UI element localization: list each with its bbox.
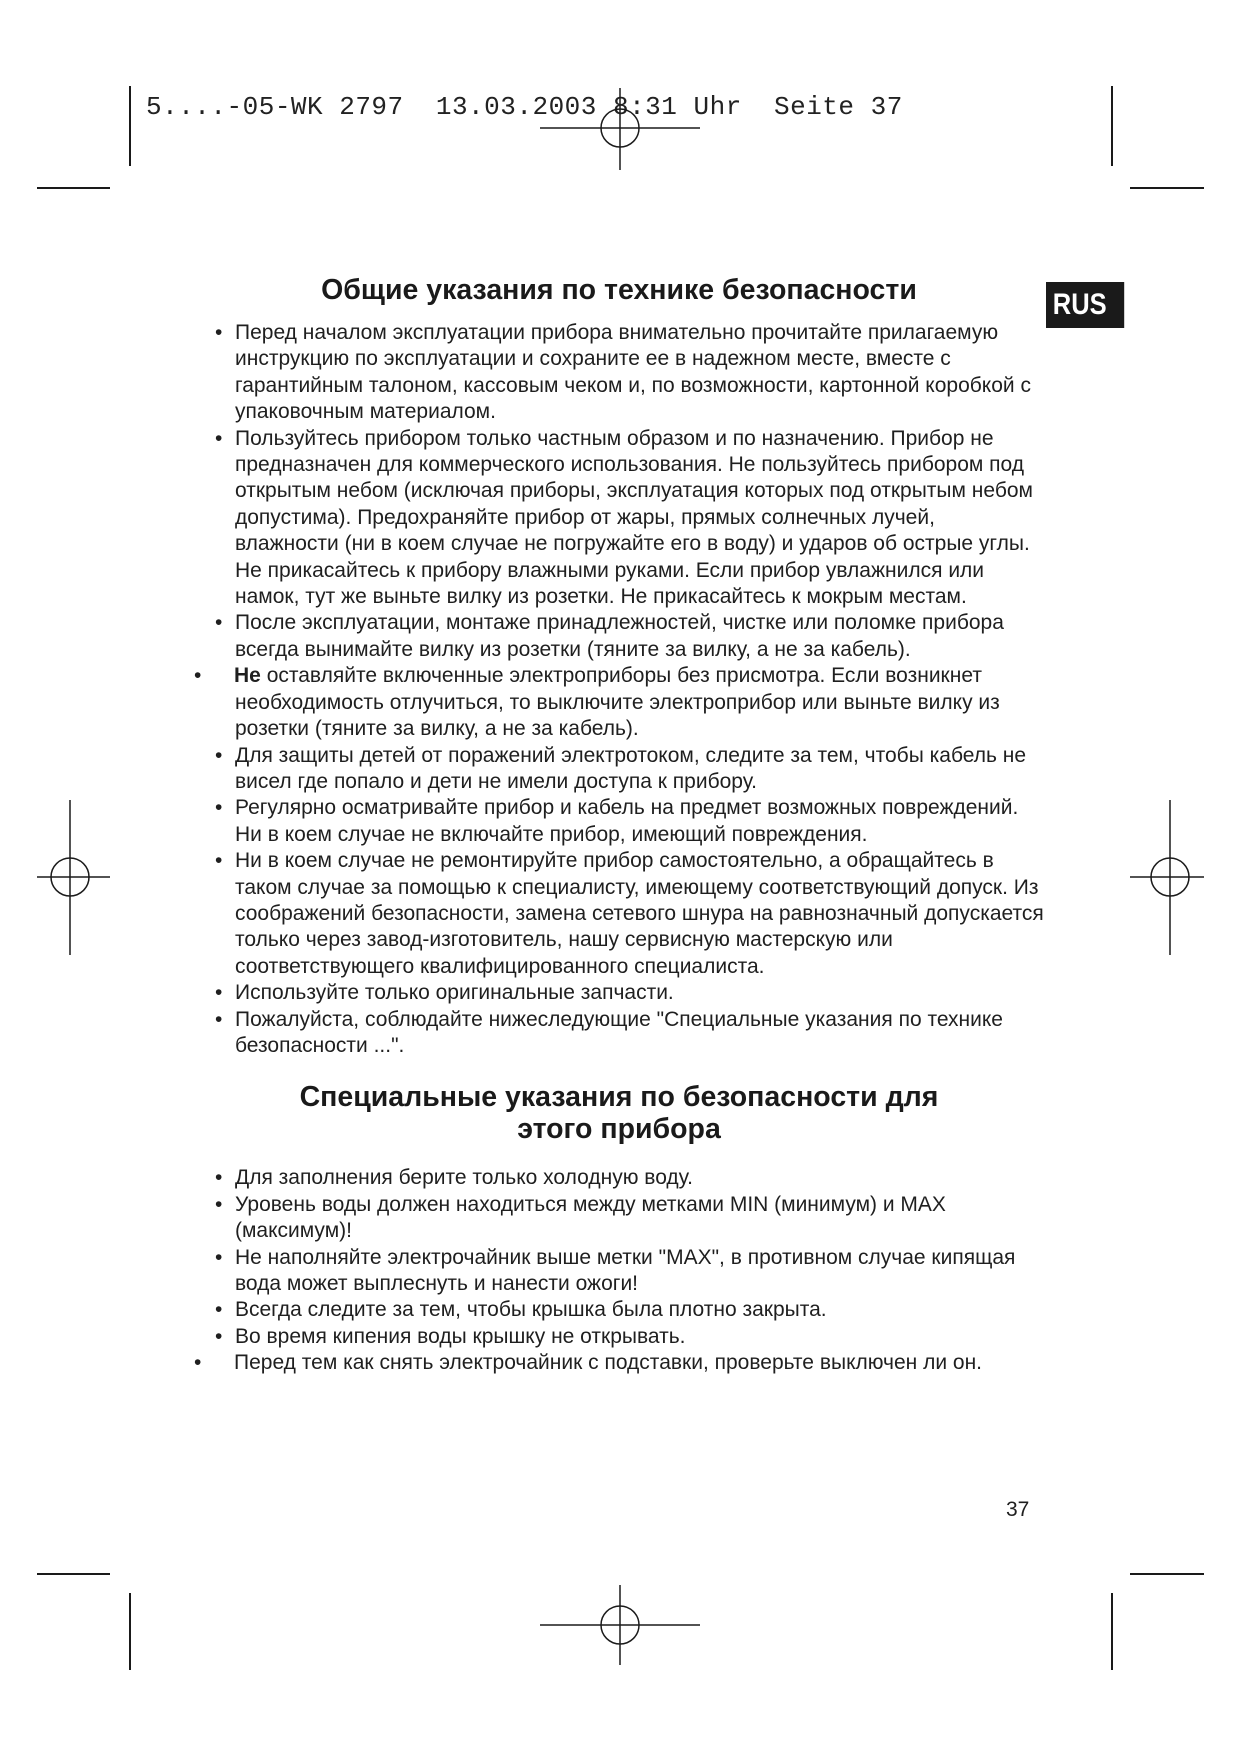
list-item: • Пользуйтесь прибором только частным образом и по назначению. Прибор не предназначен для коммерческого использования. Не пользуйтесь прибором под открытым небом (исключая приборы, эксплуатация которых под открытым небом допустима). Предохраняйте прибор от жары, прямых солнечных лучей, влажности (ни в коем случае не погружайте его в воду) и ударов об острые углы. Не прикасайтесь к прибору влажными руками. Если прибор увлажнился или намок, тут же выньте вилку из розетки. Не прикасайтесь к мокрым местам. — [215, 426, 1033, 609]
bullet: • — [215, 743, 223, 767]
list-item: • Не наполняйте электрочайник выше метки "MAX", в противном случае кипящая вода может выплеснуть и нанести ожоги! — [215, 1245, 1016, 1295]
bullet: • — [194, 1351, 202, 1375]
section-2-title: Специальные указания по безопасности для этого прибора — [299, 1081, 939, 1146]
list-item: • Всегда следите за тем, чтобы крышка была плотно закрыта. — [194, 1297, 1044, 1323]
section-2-list — [194, 1165, 1044, 1376]
registration-mark-bottom — [540, 1585, 700, 1665]
bullet: • — [215, 1166, 223, 1190]
bullet: • — [215, 1324, 223, 1348]
bullet: • — [215, 426, 223, 450]
list-item: • После эксплуатации, монтаже принадлежностей, чистке или поломке прибора всегда вынимайте вилку из розетки (тяните за вилку, а не за кабель). — [215, 611, 1004, 661]
registration-mark-right — [1130, 800, 1204, 955]
section-1-title: Общие указания по технике безопасности — [321, 274, 917, 306]
list-item: • Для защиты детей от поражений электротоком, следите за тем, чтобы кабель не висел где попало и дети не имели доступа к прибору. — [215, 743, 1027, 793]
bullet: • — [215, 796, 223, 820]
list-item: • Не оставляйте включенные электроприборы без присмотра. Если возникнет необходимость отлучиться, то выключите электроприбор или выньте вилку из розетки (тяните за вилку, а не за кабель). — [194, 664, 1000, 741]
section-1-list — [194, 320, 1044, 1059]
page-number: 37 — [1006, 1498, 1030, 1521]
list-item: • Пожалуйста, соблюдайте нижеследующие "Специальные указания по технике безопасности ...". — [215, 1007, 1003, 1057]
list-item: • Перед тем как снять электрочайник с подставки, проверьте выключен ли он. — [194, 1350, 1044, 1376]
list-item: • Перед началом эксплуатации прибора внимательно прочитайте прилагаемую инструкцию по эксплуатации и сохраните ее в надежном месте, вместе с гарантийным талоном, кассовым чеком и, по возможности, картонной коробкой с упаковочным материалом. — [215, 321, 1031, 424]
list-item: • Регулярно осматривайте прибор и кабель на предмет возможных повреждений. Ни в коем случае не включайте прибор, имеющий повреждения. — [215, 796, 1019, 846]
bullet: • — [215, 1007, 223, 1031]
bullet: • — [215, 1298, 223, 1322]
language-tab: RUS — [1046, 282, 1124, 328]
emphasis-text: Не — [234, 664, 261, 688]
list-item: • Во время кипения воды крышку не открывать. — [194, 1324, 1044, 1350]
bullet: • — [215, 849, 223, 873]
list-item: • Ни в коем случае не ремонтируйте прибор самостоятельно, а обращайтесь в таком случае за помощью к специалисту, имеющему соответствующий допуск. Из соображений безопасности, замена сетевого шнура на равнозначный допускается только через завод-изготовитель, нашу сервисную мастерскую или соответствующего квалифицированного специалиста. — [215, 849, 1044, 978]
list-item: • Для заполнения берите только холодную воду. — [194, 1165, 1044, 1191]
registration-mark-top — [540, 88, 700, 170]
print-header: 5....-05-WK 2797 13.03.2003 8:31 Uhr Seite 37 — [146, 92, 903, 122]
registration-mark-left — [37, 800, 110, 955]
bullet: • — [215, 1245, 223, 1269]
document-body — [194, 274, 1044, 1377]
bullet: • — [215, 611, 223, 635]
bullet: • — [215, 321, 223, 344]
list-item: • Используйте только оригинальные запчасти. — [194, 980, 1044, 1006]
list-item: • Уровень воды должен находиться между метками MIN (минимум) и MAX (максимум)! — [215, 1192, 946, 1243]
bullet: • — [215, 1192, 223, 1216]
bullet: • — [215, 981, 223, 1005]
bullet: • — [194, 664, 202, 688]
